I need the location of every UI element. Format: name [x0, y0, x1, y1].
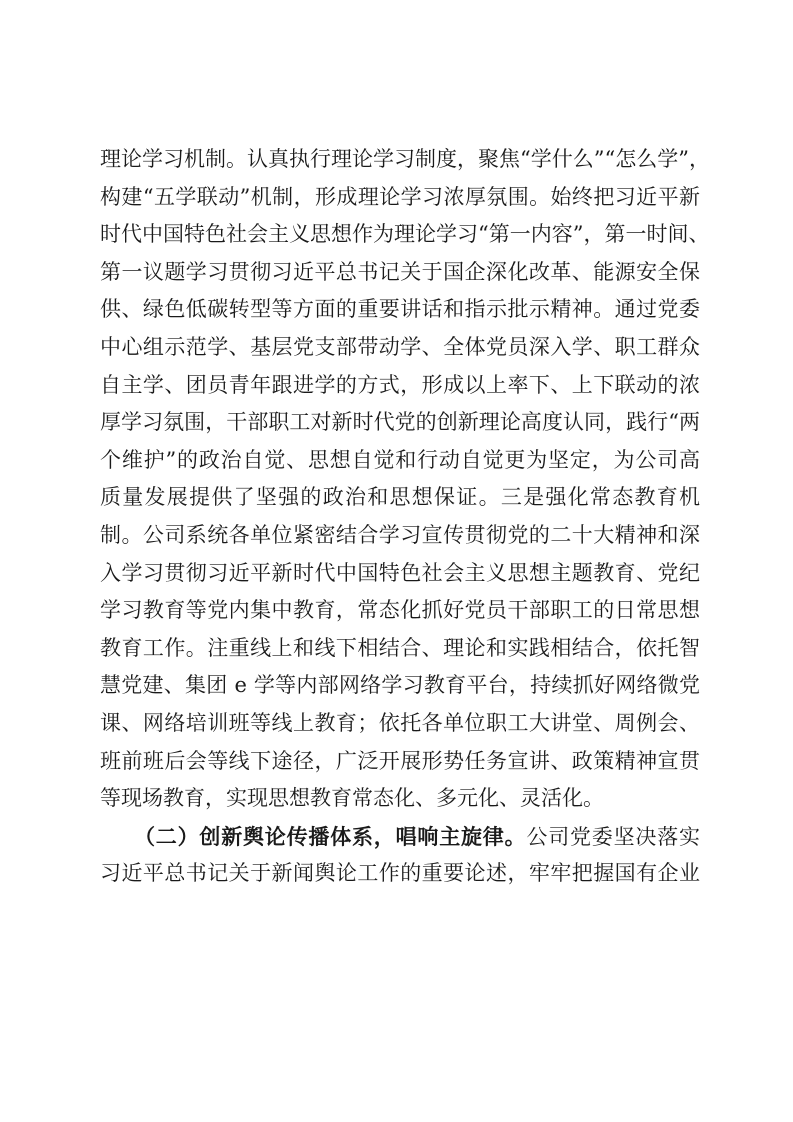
- text-line: 理论学习机制。认真执行理论学习制度，聚焦“学什么”“怎么学”，: [100, 147, 710, 171]
- text-line: 质量发展提供了坚强的政治和思想保证。三是强化常态教育机: [100, 485, 700, 510]
- text-run: 公司党委坚决落实: [526, 824, 701, 849]
- text-line: 构建“五学联动”机制，形成理论学习浓厚氛围。始终把习近平新: [100, 184, 700, 209]
- text-line: 厚学习氛围，干部职工对新时代党的创新理论高度认同，践行“两: [100, 410, 700, 435]
- text-line: 班前班后会等线下途径，广泛开展形势任务宣讲、政策精神宣贯: [100, 748, 700, 773]
- text-line: 习近平总书记关于新闻舆论工作的重要论述，牢牢把握国有企业: [100, 861, 700, 886]
- text-line: 等现场教育，实现思想教育常态化、多元化、灵活化。: [100, 786, 604, 811]
- section-heading-line: [100, 818, 700, 856]
- text-line: 个维护”的政治自觉、思想自觉和行动自觉更为坚定，为公司高: [100, 447, 700, 472]
- paragraph-1: [100, 141, 710, 818]
- paragraph-2: [100, 818, 700, 893]
- text-line: 学习教育等党内集中教育，常态化抓好党员干部职工的日常思想: [100, 598, 700, 623]
- text-line: 入学习贯彻习近平新时代中国特色社会主义思想主题教育、党纪: [100, 560, 700, 585]
- text-line: 教育工作。注重线上和线下相结合、理论和实践相结合，依托智: [100, 635, 700, 660]
- body-text: [100, 141, 710, 893]
- text-line: 制。公司系统各单位紧密结合学习宣传贯彻党的二十大精神和深: [100, 522, 700, 547]
- text-line: 时代中国特色社会主义思想作为理论学习“第一内容”，第一时间、: [100, 222, 710, 247]
- text-line: 第一议题学习贯彻习近平总书记关于国企深化改革、能源安全保: [100, 259, 700, 284]
- text-line: 慧党建、集团 e 学等内部网络学习教育平台，持续抓好网络微党: [100, 673, 700, 698]
- text-line: 课、网络培训班等线上教育；依托各单位职工大讲堂、周例会、: [100, 710, 700, 735]
- text-line: 供、绿色低碳转型等方面的重要讲话和指示批示精神。通过党委: [100, 297, 700, 322]
- section-heading: （二）创新舆论传播体系，唱响主旋律。: [134, 823, 527, 849]
- text-line: 中心组示范学、基层党支部带动学、全体党员深入学、职工群众: [100, 334, 700, 359]
- text-line: 自主学、团员青年跟进学的方式，形成以上率下、上下联动的浓: [100, 372, 700, 397]
